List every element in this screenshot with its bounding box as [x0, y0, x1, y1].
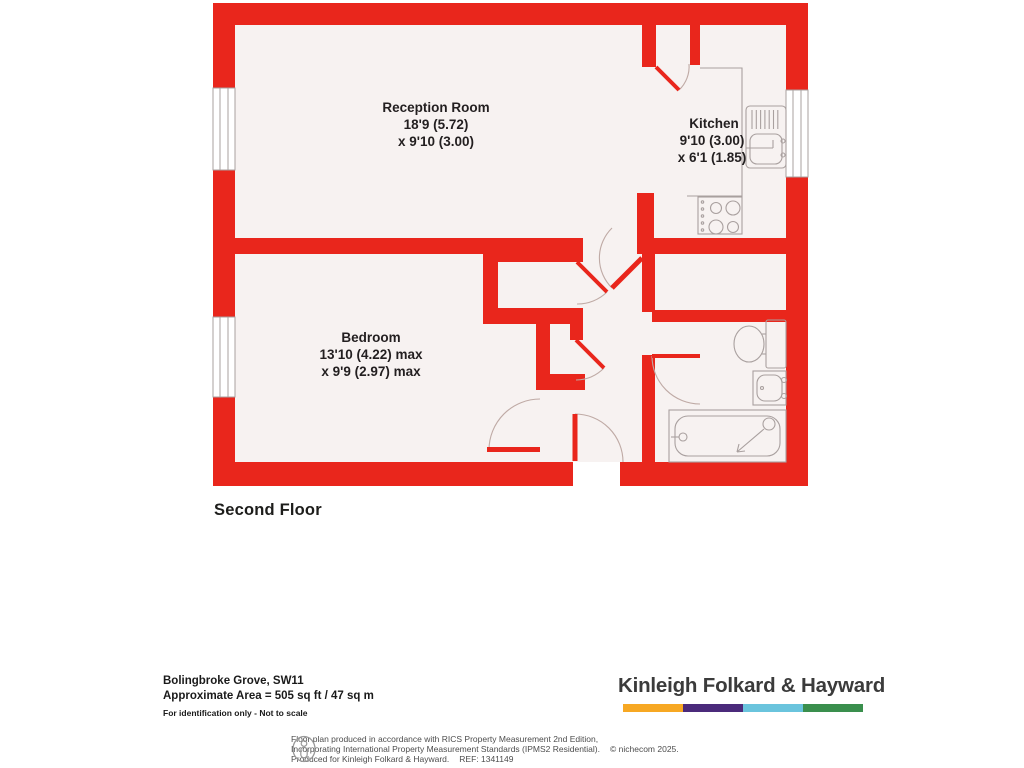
brand-logo [618, 674, 886, 712]
disclaimer-block [291, 734, 679, 764]
person-measure-icon [291, 735, 317, 763]
reception-room-label: Reception Room [382, 100, 490, 115]
bedroom-window [213, 317, 235, 397]
disclaimer-line-2: Incorporating International Property Measurement Standards (IPMS2 Residential). © nichecom 2025. [291, 744, 679, 754]
brand-name: Kinleigh Folkard & Hayward [618, 674, 886, 697]
property-area: Approximate Area = 505 sq ft / 47 sq m [163, 690, 374, 702]
brand-bar-blue [743, 704, 803, 712]
brand-color-bar [623, 704, 863, 712]
bedroom-label: Bedroom [341, 330, 401, 345]
property-info [163, 674, 374, 721]
brand-bar-orange [623, 704, 683, 712]
property-address: Bolingbroke Grove, SW11 [163, 675, 304, 687]
reception-room-dim2: x 9'10 (3.00) [397, 134, 475, 149]
copyright: © nichecom 2025. [610, 744, 679, 754]
identification-note: For identification only - Not to scale [163, 708, 308, 718]
entrance-opening [573, 462, 620, 486]
reception-window [213, 88, 235, 170]
brand-bar-green [803, 704, 863, 712]
disclaimer-line-1: Floor plan produced in accordance with RICS Property Measurement 2nd Edition, [291, 734, 599, 744]
reference-number: REF: 1341149 [459, 754, 514, 764]
disclaimer-line-3: Produced for Kinleigh Folkard & Hayward. REF: 1341149 [291, 754, 514, 764]
reception-room-dim1: 18'9 (5.72) [403, 117, 469, 132]
kitchen-dim1: 9'10 (3.00) [679, 133, 745, 148]
bedroom-dim1: 13'10 (4.22) max [319, 347, 423, 362]
kitchen-dim2: x 6'1 (1.85) [677, 150, 747, 165]
floor-title: Second Floor [214, 501, 322, 519]
kitchen-label: Kitchen [689, 116, 739, 131]
brand-bar-purple [683, 704, 743, 712]
kitchen-window [786, 90, 808, 177]
disclaimer-text [291, 734, 679, 764]
bedroom-dim2: x 9'9 (2.97) max [321, 364, 421, 379]
